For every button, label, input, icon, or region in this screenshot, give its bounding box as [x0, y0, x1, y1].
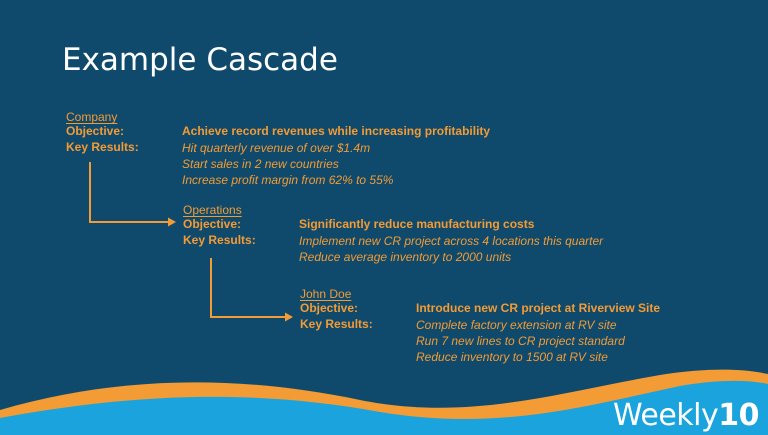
key-results-label: Key Results:	[183, 233, 256, 247]
key-result-item: Complete factory extension at RV site	[416, 318, 617, 332]
key-results-label: Key Results:	[66, 140, 139, 154]
objective-text: Achieve record revenues while increasing profitability	[182, 124, 491, 138]
connector-operations-to-john-doe	[211, 258, 293, 322]
key-result-item: Reduce inventory to 1500 at RV site	[416, 350, 608, 364]
logo-number: 10	[718, 398, 759, 433]
weekly10-logo	[612, 398, 759, 433]
objective-label: Objective:	[183, 217, 242, 231]
level-name: Company	[66, 110, 118, 124]
key-results-label: Key Results:	[300, 317, 373, 331]
key-result-item: Hit quarterly revenue of over $1.4m	[182, 141, 371, 155]
key-result-item: Run 7 new lines to CR project standard	[416, 334, 625, 348]
level-name: Operations	[183, 203, 242, 217]
level-name: John Doe	[300, 287, 352, 301]
objective-label: Objective:	[300, 301, 359, 315]
arrowhead-icon	[168, 218, 176, 227]
key-result-item: Start sales in 2 new countries	[182, 157, 339, 171]
connector-company-to-operations	[90, 162, 176, 227]
slide-title: Example Cascade	[62, 42, 338, 78]
key-result-item: Implement new CR project across 4 locations this quarter	[299, 234, 604, 248]
objective-text: Introduce new CR project at Riverview Site	[416, 301, 661, 315]
logo-word: Weekly	[612, 398, 719, 433]
key-result-item: Reduce average inventory to 2000 units	[299, 250, 512, 264]
objective-text: Significantly reduce manufacturing costs	[299, 217, 535, 231]
objective-label: Objective:	[66, 124, 125, 138]
arrowhead-icon	[285, 313, 293, 322]
key-result-item: Increase profit margin from 62% to 55%	[182, 173, 394, 187]
